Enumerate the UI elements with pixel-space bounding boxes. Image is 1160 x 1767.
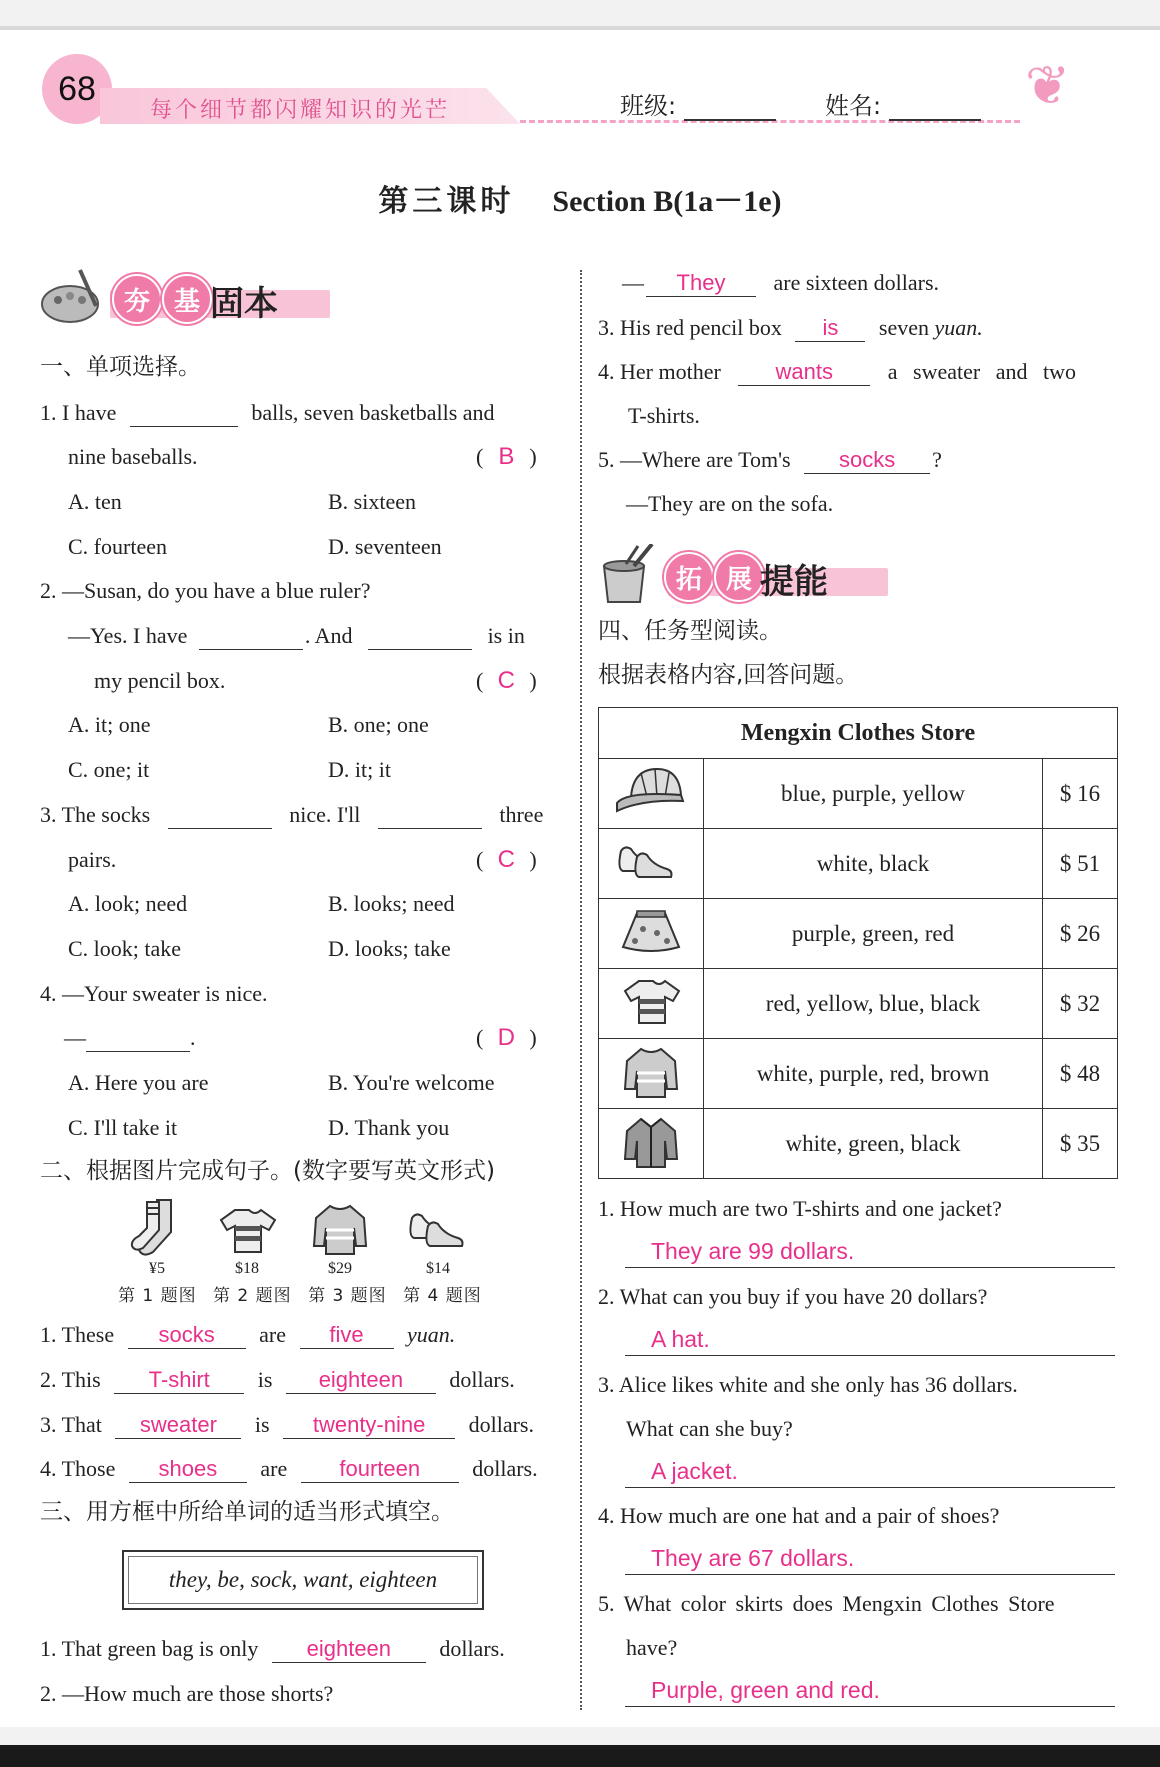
q2-answer: ( C )	[476, 667, 537, 694]
p3-s1-c: dollars.	[439, 1636, 505, 1661]
store-table-title: Mengxin Clothes Store	[599, 708, 1118, 759]
p3-s2-c: are sixteen dollars.	[773, 270, 940, 295]
q2-option-b: B. one; one	[328, 712, 429, 737]
p2-s1-d: yuan.	[407, 1322, 456, 1347]
q1-answer-value[interactable]: B	[498, 443, 515, 470]
flourish-ornament-icon: ❦	[1025, 56, 1071, 116]
q2-text-b: —Yes. I have	[68, 623, 188, 648]
q1-answer: ( B )	[476, 443, 537, 470]
table-cell-price: $ 26	[1043, 899, 1118, 969]
q3-blank2[interactable]	[378, 804, 482, 829]
q1-option-b: B. sixteen	[328, 489, 416, 514]
p2-s3-blank1[interactable]: sweater	[115, 1414, 241, 1439]
q4-line2	[64, 1027, 196, 1052]
part4-instruction: 根据表格内容,回答问题。	[598, 662, 859, 688]
p3-s4-blank[interactable]: wants	[738, 361, 870, 386]
p3-s4-a: 4. Her mother	[598, 359, 721, 384]
p2-s3	[40, 1414, 534, 1439]
sweater-icon	[310, 1198, 370, 1260]
q2-blank2[interactable]	[368, 625, 472, 650]
table-row	[599, 1109, 1118, 1179]
p3-s2-dash: —	[622, 270, 644, 295]
q3-option-b: B. looks; need	[328, 891, 455, 916]
q2-blank1[interactable]	[199, 625, 303, 650]
table-row	[599, 829, 1118, 899]
name-label: 姓名:	[825, 92, 882, 120]
tshirt-icon	[611, 973, 691, 1029]
q4-blank[interactable]	[86, 1027, 190, 1052]
shoes-icon	[406, 1198, 470, 1260]
q3-option-a: A. look; need	[68, 891, 188, 916]
banner-ext-word: 提能	[760, 562, 828, 602]
p2-s1-c: are	[259, 1322, 286, 1347]
q2-option-c: C. one; it	[68, 757, 150, 782]
q4-answer: ( D )	[476, 1024, 537, 1051]
p2-s4-blank1[interactable]: shoes	[129, 1458, 247, 1483]
q4-option-c: C. I'll take it	[68, 1115, 178, 1140]
p3-s2-line2	[622, 272, 939, 297]
p3-s2-line1: 2. —How much are those shorts?	[40, 1681, 334, 1706]
q1-blank[interactable]	[130, 402, 238, 427]
q4-option-d: D. Thank you	[328, 1115, 450, 1140]
p4-a3-line[interactable]	[625, 1457, 1115, 1488]
hat-icon	[611, 763, 691, 819]
part3-title: 三、用方框中所给单词的适当形式填空。	[40, 1499, 454, 1525]
q2-line2	[68, 625, 525, 650]
table-cell-pic	[599, 899, 704, 969]
word-box-text: they, be, sock, want, eighteen	[168, 1567, 438, 1592]
table-cell-colors: blue, purple, yellow	[704, 759, 1043, 829]
lesson-title-cn: 第三课时	[378, 184, 515, 219]
p3-s3	[598, 317, 983, 342]
class-label: 班级:	[620, 92, 677, 120]
jacket-icon	[611, 1113, 691, 1169]
banner-basic	[40, 272, 340, 324]
table-cell-pic	[599, 829, 704, 899]
table-cell-colors: red, yellow, blue, black	[704, 969, 1043, 1039]
column-divider	[580, 270, 582, 1710]
q1-option-c: C. fourteen	[68, 534, 167, 559]
p2-s4-blank2[interactable]: fourteen	[301, 1458, 459, 1483]
p4-a1-line[interactable]	[625, 1237, 1115, 1268]
part1-title: 一、单项选择。	[40, 354, 201, 380]
table-row	[599, 899, 1118, 969]
p3-s3-blank[interactable]: is	[795, 317, 865, 342]
q1-option-d: D. seventeen	[328, 534, 442, 559]
p3-s4-line2: T-shirts.	[628, 403, 700, 428]
part2-title: 二、根据图片完成句子。(数字要写英文形式)	[40, 1158, 495, 1184]
p3-s5-line2: —They are on the sofa.	[626, 491, 834, 516]
q1-text-b: balls, seven basketballs and	[251, 400, 495, 425]
shoes-icon	[611, 833, 691, 889]
p2-s2-blank1[interactable]: T-shirt	[114, 1369, 244, 1394]
part4-title: 四、任务型阅读。	[598, 618, 782, 644]
p4-a2-line[interactable]	[625, 1325, 1115, 1356]
table-cell-pic	[599, 969, 704, 1039]
p2-s2	[40, 1369, 515, 1394]
p2-s2-blank2[interactable]: eighteen	[286, 1369, 436, 1394]
q4-answer-value[interactable]: D	[497, 1024, 515, 1051]
sweater-icon	[611, 1043, 691, 1099]
p4-q3-line1: 3. Alice likes white and she only has 36 dollars.	[598, 1372, 1018, 1397]
q2-option-a: A. it; one	[68, 712, 151, 737]
fig-socks	[117, 1198, 197, 1278]
table-cell-price: $ 16	[1043, 759, 1118, 829]
skirt-icon	[611, 903, 691, 959]
p4-q2: 2. What can you buy if you have 20 dollars?	[598, 1284, 988, 1309]
figure-labels	[118, 1281, 482, 1306]
palette-icon	[40, 266, 104, 326]
page-number: 68	[42, 54, 112, 124]
q1-line2: nine baseballs.	[68, 444, 198, 469]
q3-option-c: C. look; take	[68, 936, 182, 961]
p2-s2-d: dollars.	[449, 1367, 515, 1392]
table-cell-pic	[599, 1109, 704, 1179]
p2-s1-blank2[interactable]: five	[300, 1324, 394, 1349]
fig-label-3: 第 3 题图	[308, 1286, 387, 1306]
q2-line3: my pencil box.	[94, 668, 226, 693]
word-box	[122, 1550, 484, 1610]
q1-line1	[40, 402, 495, 427]
banner-ext-char2: 展	[714, 552, 764, 602]
fig-tshirt	[207, 1198, 287, 1278]
p3-s1-a: 1. That green bag is only	[40, 1636, 259, 1661]
p4-a4: They are 67 dollars.	[651, 1545, 855, 1571]
p4-q4: 4. How much are one hat and a pair of shoes?	[598, 1503, 1000, 1528]
p4-a2: A hat.	[651, 1326, 710, 1352]
lesson-title-en: Section B(1a－1e)	[552, 185, 782, 218]
p4-q1: 1. How much are two T-shirts and one jacket?	[598, 1196, 1002, 1221]
lesson-title	[0, 176, 1160, 220]
tshirt-icon	[217, 1198, 277, 1260]
fig-label-1: 第 1 题图	[118, 1286, 197, 1306]
class-blank[interactable]	[684, 99, 776, 121]
banner-basic-word: 固本	[210, 284, 278, 324]
p4-q3-line2: What can she buy?	[626, 1416, 793, 1441]
table-cell-price: $ 35	[1043, 1109, 1118, 1179]
table-row	[599, 1039, 1118, 1109]
fig-sweater-price: $29	[328, 1260, 352, 1277]
q3-answer: ( C )	[476, 846, 537, 873]
p4-a1: They are 99 dollars.	[651, 1238, 855, 1264]
p3-s1	[40, 1638, 505, 1663]
table-cell-price: $ 32	[1043, 969, 1118, 1039]
table-cell-pic	[599, 759, 704, 829]
table-cell-colors: white, black	[704, 829, 1043, 899]
banner-extension	[598, 550, 898, 602]
p4-a5-line[interactable]	[625, 1676, 1115, 1707]
p4-q5-line1: 5. What color skirts does Mengxin Clothes Store	[598, 1591, 1055, 1616]
q2-line1: 2. —Susan, do you have a blue ruler?	[40, 578, 371, 603]
slogan: 每个细节都闪耀知识的光芒	[150, 98, 451, 123]
q3-blank1[interactable]	[168, 804, 272, 829]
p3-s1-blank[interactable]: eighteen	[272, 1638, 426, 1663]
p3-s3-c: seven	[878, 315, 929, 340]
p3-s4-line1	[598, 361, 1076, 386]
q3-line1	[40, 804, 543, 829]
table-row	[599, 969, 1118, 1039]
p2-s3-d: dollars.	[468, 1412, 534, 1437]
paint-bucket-icon	[598, 544, 662, 604]
p3-s5-a: 5. —Where are Tom's	[598, 447, 791, 472]
fig-label-2: 第 2 题图	[213, 1286, 292, 1306]
fig-tshirt-price: $18	[235, 1260, 259, 1277]
q1-text-a: 1. I have	[40, 400, 117, 425]
q3-text-b: nice. I'll	[289, 802, 361, 827]
p4-a3: A jacket.	[651, 1458, 738, 1484]
p2-s1-a: 1. These	[40, 1322, 115, 1347]
q2-answer-value[interactable]: C	[497, 667, 515, 694]
fig-label-4: 第 4 题图	[403, 1286, 482, 1306]
table-cell-colors: white, green, black	[704, 1109, 1043, 1179]
bottom-bar	[0, 1745, 1160, 1767]
q4-text-c: .	[190, 1025, 196, 1050]
table-cell-price: $ 48	[1043, 1039, 1118, 1109]
q4-text-b: —	[64, 1025, 86, 1050]
q1-option-a: A. ten	[68, 489, 122, 514]
p2-s4	[40, 1458, 538, 1483]
class-field[interactable]	[620, 86, 776, 121]
banner-ext-char1: 拓	[664, 552, 714, 602]
q4-option-a: A. Here you are	[68, 1070, 209, 1095]
p2-s1-blank1[interactable]: socks	[128, 1324, 246, 1349]
q2-option-d: D. it; it	[328, 757, 391, 782]
p3-s3-a: 3. His red pencil box	[598, 315, 782, 340]
q2-text-d: is in	[487, 623, 525, 648]
fig-socks-price: ¥5	[149, 1260, 165, 1277]
p3-s2-blank[interactable]: They	[646, 272, 756, 297]
q3-option-d: D. looks; take	[328, 936, 451, 961]
p3-s4-c: a sweater and two	[887, 359, 1077, 384]
table-cell-pic	[599, 1039, 704, 1109]
p3-s3-d: yuan.	[934, 315, 983, 340]
p2-s4-d: dollars.	[472, 1456, 538, 1481]
fig-sweater	[300, 1198, 380, 1278]
q2-text-c: . And	[304, 623, 353, 648]
socks-icon	[127, 1198, 187, 1260]
p4-q5-line2: have?	[626, 1635, 678, 1660]
banner-basic-char2: 基	[162, 274, 212, 324]
table-row	[599, 759, 1118, 829]
p2-s3-a: 3. That	[40, 1412, 102, 1437]
p2-s3-blank2[interactable]: twenty-nine	[283, 1414, 455, 1439]
name-blank[interactable]	[889, 99, 981, 121]
fig-shoes	[398, 1198, 478, 1278]
p2-s3-c: is	[254, 1412, 270, 1437]
fig-shoes-price: $14	[426, 1260, 450, 1277]
p2-s4-a: 4. Those	[40, 1456, 116, 1481]
p4-a4-line[interactable]	[625, 1544, 1115, 1575]
banner-basic-char1: 夯	[112, 274, 162, 324]
name-field[interactable]	[825, 86, 981, 121]
q4-option-b: B. You're welcome	[328, 1070, 495, 1095]
p2-s2-c: is	[257, 1367, 273, 1392]
q3-text-a: 3. The socks	[40, 802, 151, 827]
table-cell-price: $ 51	[1043, 829, 1118, 899]
p2-s2-a: 2. This	[40, 1367, 101, 1392]
table-cell-colors: white, purple, red, brown	[704, 1039, 1043, 1109]
q3-answer-value[interactable]: C	[497, 846, 515, 873]
p3-s5-c: ?	[932, 447, 942, 472]
p2-s4-c: are	[260, 1456, 288, 1481]
p3-s5-blank[interactable]: socks	[804, 449, 930, 474]
table-cell-colors: purple, green, red	[704, 899, 1043, 969]
q4-line1: 4. —Your sweater is nice.	[40, 981, 268, 1006]
p4-a5: Purple, green and red.	[651, 1677, 880, 1703]
p3-s5-line1	[598, 449, 942, 474]
q3-line2: pairs.	[68, 847, 117, 872]
q3-text-c: three	[499, 802, 544, 827]
p2-s1	[40, 1324, 455, 1349]
store-table	[598, 707, 1118, 1179]
